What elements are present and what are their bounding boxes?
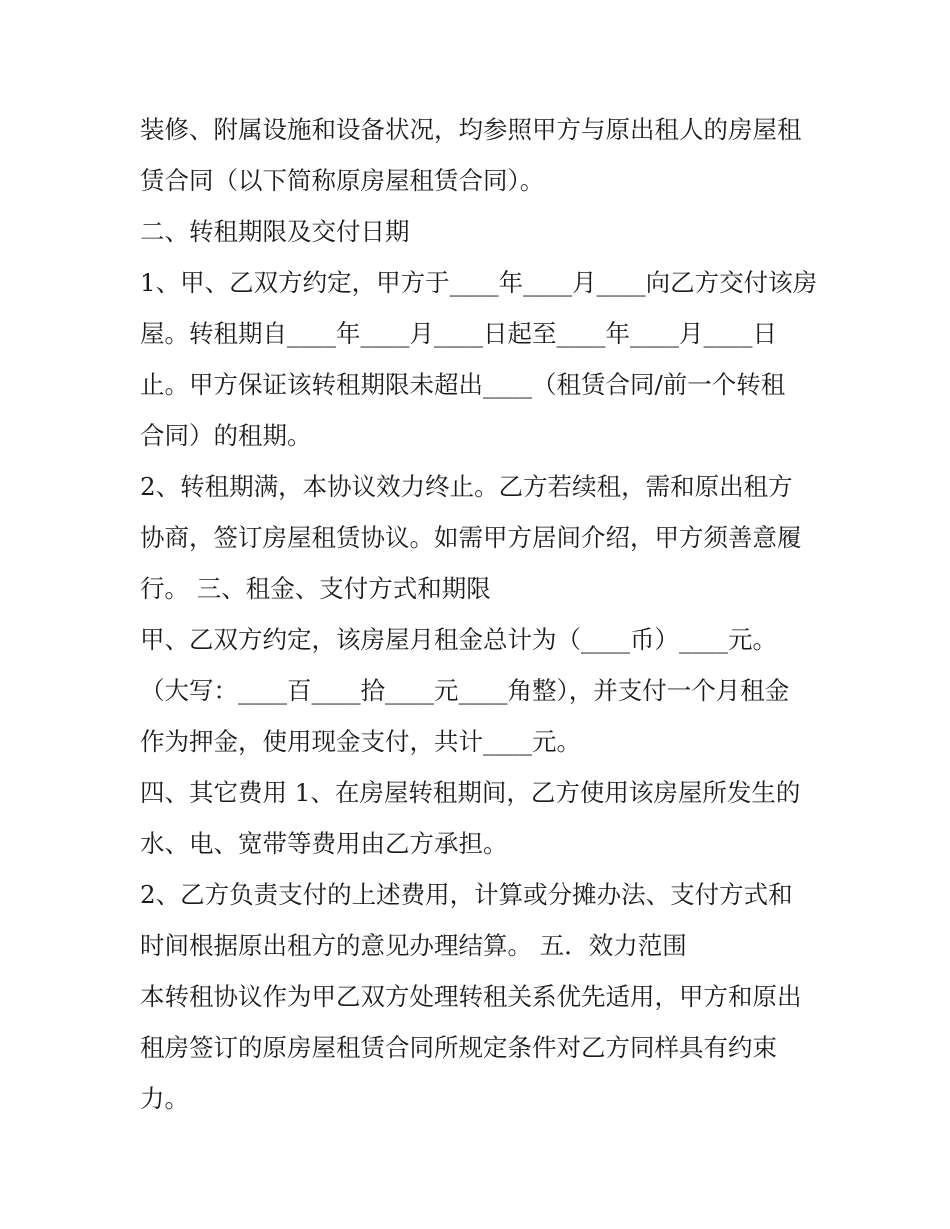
section-heading: 二、转租期限及交付日期 [140, 217, 410, 246]
text-line: 赁合同（以下简称原房屋租赁合同）。 [140, 166, 545, 195]
text-line: 甲、乙双方约定，该房屋月租金总计为（____币）____元。 [140, 625, 777, 654]
text-line: 合同）的租期。 [140, 421, 312, 450]
text-line: 时间根据原出租方的意见办理结算。 五．效力范围 [140, 931, 687, 960]
document-body [140, 104, 840, 1124]
text-line: 2、乙方负责支付的上述费用，计算或分摊办法、支付方式和 [140, 880, 793, 909]
text-line: 本转租协议作为甲乙双方处理转租关系优先适用，甲方和原出 [140, 982, 802, 1011]
text-line: 协商，签订房屋租赁协议。如需甲方居间介绍，甲方须善意履 [140, 523, 802, 552]
text-line: 装修、附属设施和设备状况，均参照甲方与原出租人的房屋租 [140, 115, 802, 144]
text-line: 作为押金，使用现金支付，共计____元。 [140, 727, 581, 756]
text-line: 止。甲方保证该转租期限未超出____（租赁合同/前一个转租 [140, 370, 786, 399]
text-line: 租房签订的原房屋租赁合同所规定条件对乙方同样具有约束 [140, 1033, 777, 1062]
text-line: 1、甲、乙双方约定，甲方于____年____月____向乙方交付该房 [140, 268, 818, 297]
text-line: 2、转租期满，本协议效力终止。乙方若续租，需和原出租方 [140, 472, 793, 501]
text-line: （大写：____百____拾____元____角整），并支付一个月租金 [140, 676, 790, 705]
text-line: 行。 三、租金、支付方式和期限 [140, 574, 491, 603]
text-line: 力。 [140, 1084, 189, 1113]
text-line: 水、电、宽带等费用由乙方承担。 [140, 829, 508, 858]
text-line: 屋。转租期自____年____月____日起至____年____月____日 [140, 319, 777, 348]
text-line: 四、其它费用 1、在房屋转租期间，乙方使用该房屋所发生的 [140, 778, 801, 807]
